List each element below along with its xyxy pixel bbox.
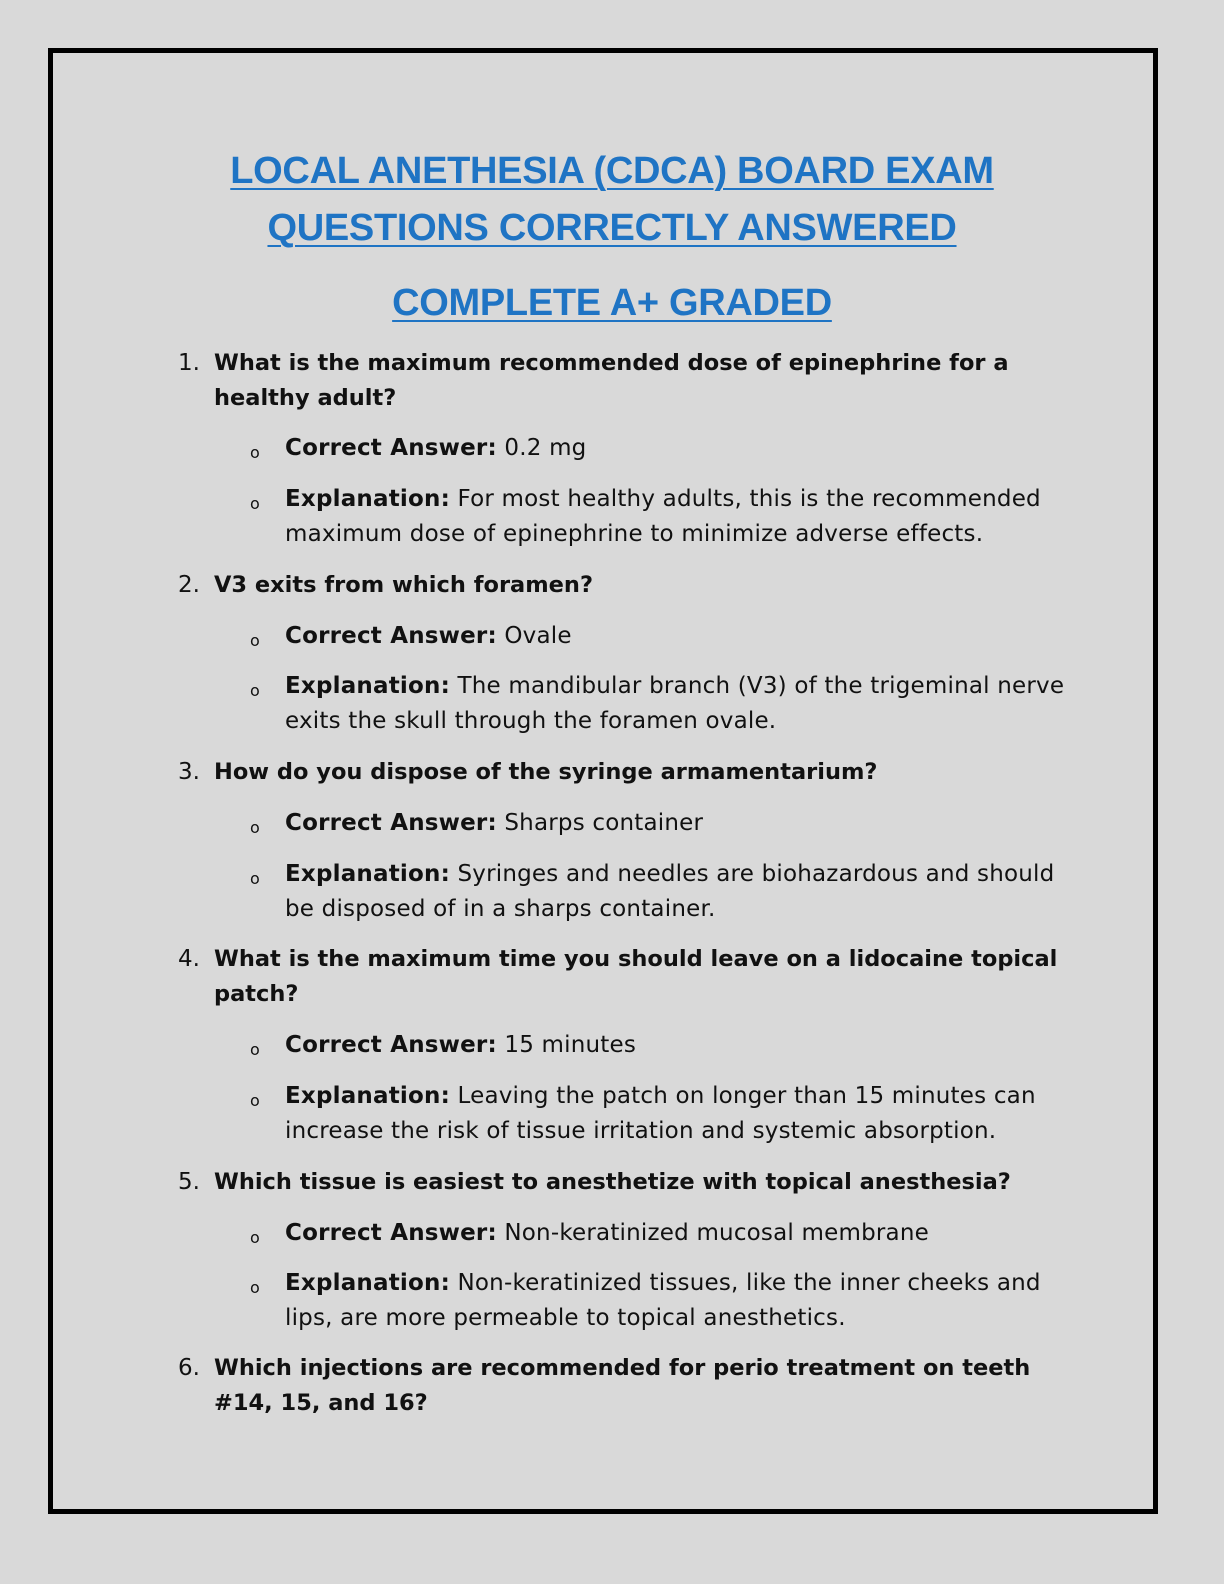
answer-label: Correct Answer: <box>285 435 497 461</box>
explanation-label: Explanation: <box>285 1083 450 1109</box>
explanation-text: Syringes and needles are biohazardous and should be disposed of in a sharps container. <box>285 861 1055 922</box>
answer-label: Correct Answer: <box>285 810 497 836</box>
answer-text: Sharps container <box>504 810 704 836</box>
bullet-icon: o <box>250 1040 260 1059</box>
question-text: What is the maximum recommended dose of epinephrine for a healthy adult? <box>214 350 1009 411</box>
explanation-label: Explanation: <box>285 486 450 512</box>
bullet-icon: o <box>250 681 260 700</box>
answer-text: Non-keratinized mucosal membrane <box>504 1220 929 1246</box>
explanation-text: The mandibular branch (V3) of the trigeminal nerve exits the skull through the foramen ovale. <box>285 673 1065 734</box>
bullet-icon: o <box>250 1228 260 1247</box>
document-subtitle: COMPLETE A+ GRADED <box>392 282 832 324</box>
bullet-icon: o <box>250 818 260 837</box>
explanation-text: Leaving the patch on longer than 15 minutes can increase the risk of tissue irritation and systemic absorption. <box>285 1083 1036 1144</box>
answer-label: Correct Answer: <box>285 623 497 649</box>
question-number: 4. <box>178 946 200 972</box>
bullet-icon: o <box>250 443 260 462</box>
question-number: 3. <box>178 759 200 785</box>
document-title-line-1: LOCAL ANETHESIA (CDCA) BOARD EXAM <box>230 150 994 192</box>
explanation-label: Explanation: <box>285 861 450 887</box>
question-number: 2. <box>178 572 200 598</box>
question-number: 1. <box>178 350 200 376</box>
explanation-label: Explanation: <box>285 1270 450 1296</box>
question-number: 5. <box>178 1169 200 1195</box>
answer-text: 0.2 mg <box>504 435 587 461</box>
answer-label: Correct Answer: <box>285 1032 497 1058</box>
question-text: Which tissue is easiest to anesthetize with topical anesthesia? <box>214 1169 1011 1195</box>
bullet-icon: o <box>250 494 260 513</box>
answer-text: 15 minutes <box>504 1032 637 1058</box>
question-text: V3 exits from which foramen? <box>214 572 593 598</box>
question-number: 6. <box>178 1355 200 1381</box>
question-text: What is the maximum time you should leave on a lidocaine topical patch? <box>214 946 1058 1007</box>
bullet-icon: o <box>250 1091 260 1110</box>
answer-text: Ovale <box>504 623 572 649</box>
explanation-text: Non-keratinized tissues, like the inner cheeks and lips, are more permeable to topical anesthetics. <box>285 1270 1041 1331</box>
answer-label: Correct Answer: <box>285 1220 497 1246</box>
explanation-text: For most healthy adults, this is the recommended maximum dose of epinephrine to minimize adverse effects. <box>285 486 1041 547</box>
bullet-icon: o <box>250 1278 260 1297</box>
bullet-icon: o <box>250 869 260 888</box>
question-text: How do you dispose of the syringe armamentarium? <box>214 759 878 785</box>
question-text: Which injections are recommended for perio treatment on teeth #14, 15, and 16? <box>214 1355 1031 1416</box>
bullet-icon: o <box>250 631 260 650</box>
explanation-label: Explanation: <box>285 673 450 699</box>
document-title-line-2: QUESTIONS CORRECTLY ANSWERED <box>267 207 957 249</box>
